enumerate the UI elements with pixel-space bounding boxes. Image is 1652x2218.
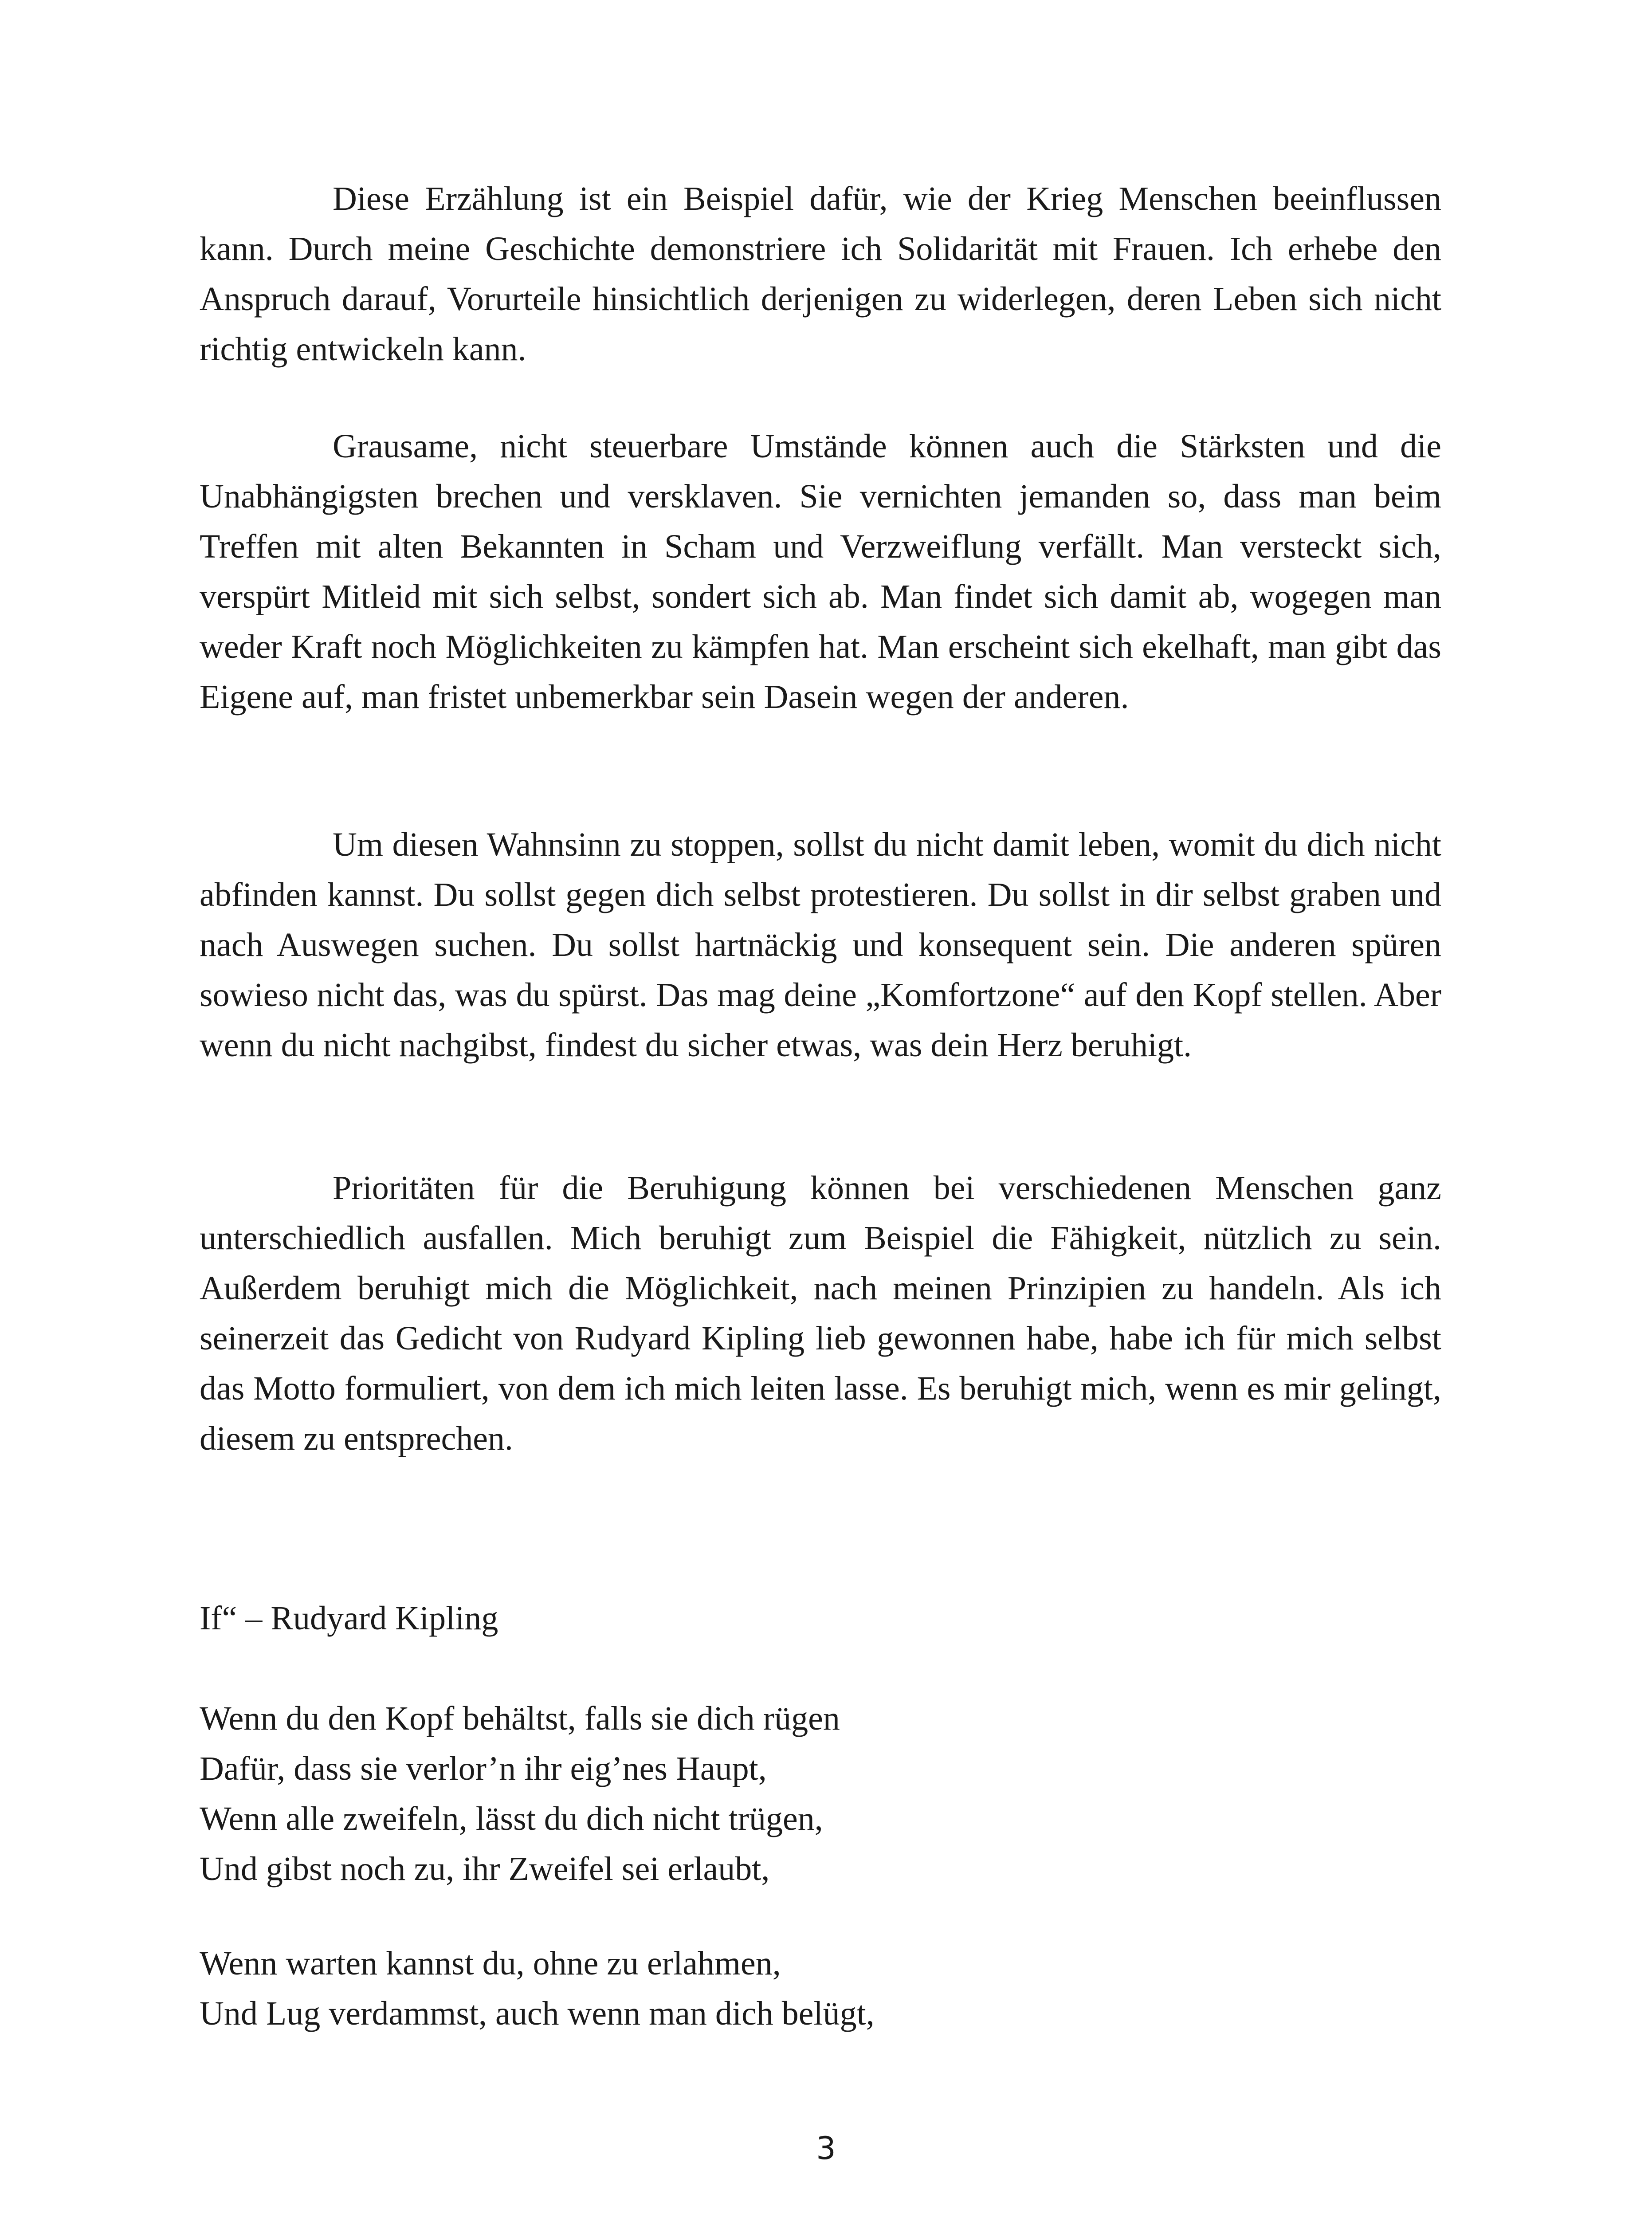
verse-line: Wenn warten kannst du, ohne zu erlahmen,	[200, 1945, 781, 1982]
verse-line: Wenn alle zweifeln, lässt du dich nicht trügen,	[200, 1800, 823, 1837]
paragraph-1: Diese Erzählung ist ein Beispiel dafür, wie der Krieg Menschen beeinflussen kann. Durch meine Geschichte demonstriere ich Solidarität mit Frauen. Ich erhebe den Anspruch darauf, Vorurteile hinsichtlich derjenigen zu widerlegen, deren Leben sich nicht richtig entwickeln kann.	[200, 180, 1441, 368]
verse-line: Und gibst noch zu, ihr Zweifel sei erlaubt,	[200, 1850, 770, 1888]
poem-stanza-2	[200, 1939, 875, 2039]
poem-title: If“ – Rudyard Kipling	[200, 1600, 498, 1637]
verse-line: Und Lug verdammst, auch wenn man dich belügt,	[200, 1995, 875, 2032]
paragraph-4: Prioritäten für die Beruhigung können bei verschiedenen Menschen ganz unterschiedlich ausfallen. Mich beruhigt zum Beispiel die Fähigkeit, nützlich zu sein. Außerdem beruhigt mich die Möglichkeit, nach meinen Prinzipien zu handeln. Als ich seinerzeit das Gedicht von Rudyard Kipling lieb gewonnen habe, habe ich für mich selbst das Motto formuliert, von dem ich mich leiten lasse. Es beruhigt mich, wenn es mir gelingt, diesem zu entsprechen.	[200, 1169, 1441, 1457]
verse-line: Wenn du den Kopf behältst, falls sie dich rügen	[200, 1700, 840, 1737]
paragraph-3: Um diesen Wahnsinn zu stoppen, sollst du nicht damit leben, womit du dich nicht abfinden kannst. Du sollst gegen dich selbst protestieren. Du sollst in dir selbst graben und nach Auswegen suchen. Du sollst hartnäckig und konsequent sein. Die anderen spüren sowieso nicht das, was du spürst. Das mag deine „Komfortzone“ auf den Kopf stellen. Aber wenn du nicht nachgibst, findest du sicher etwas, was dein Herz beruhigt.	[200, 826, 1441, 1064]
paragraph-2: Grausame, nicht steuerbare Umstände können auch die Stärksten und die Unabhängigsten brechen und versklaven. Sie vernichten jemanden so, dass man beim Treffen mit alten Bekannten in Scham und Verzweiflung verfällt. Man versteckt sich, verspürt Mitleid mit sich selbst, sondert sich ab. Man findet sich damit ab, wogegen man weder Kraft noch Möglichkeiten zu kämpfen hat. Man erscheint sich ekelhaft, man gibt das Eigene auf, man fristet unbemerkbar sein Dasein wegen der anderen.	[200, 428, 1441, 716]
page-number: 3	[816, 2130, 836, 2167]
verse-line: Dafür, dass sie verlor’n ihr eig’nes Haupt,	[200, 1750, 767, 1787]
poem-stanza-1	[200, 1694, 840, 1894]
